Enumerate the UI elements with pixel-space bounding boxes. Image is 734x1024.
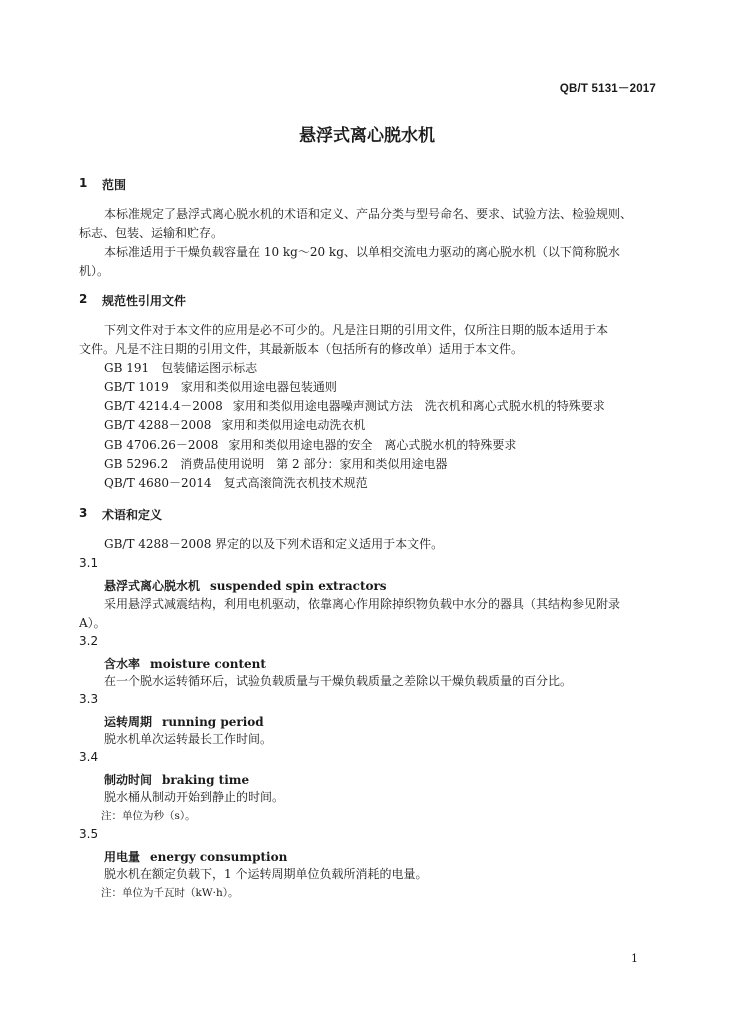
reference-code: QB/T 4680－2014 [104, 476, 212, 490]
document-title: 悬浮式离心脱水机 [299, 126, 435, 146]
section-2-intro-line-1: 下列文件对于本文件的应用是必不可少的。凡是注日期的引用文件，仅所注日期的版本适用于本 [104, 323, 609, 337]
term-heading [104, 769, 249, 788]
term-english: running period [162, 715, 264, 729]
term-heading [104, 711, 264, 730]
term-heading [104, 653, 266, 672]
term-heading [104, 846, 287, 865]
reference-title: 家用和类似用途电动洗衣机 [221, 418, 366, 432]
term-number: 3.5 [79, 827, 99, 841]
reference-title: 家用和类似用途电器包装通则 [180, 380, 337, 394]
reference-title: 家用和类似用途电器噪声测试方法 洗衣机和离心式脱水机的特殊要求 [232, 399, 605, 413]
reference-code: GB 191 [104, 361, 150, 375]
term-chinese: 含水率 [104, 657, 141, 671]
term-chinese: 悬浮式离心脱水机 [104, 579, 201, 593]
reference-item [104, 416, 365, 435]
section-1-title: 范围 [102, 178, 127, 192]
section-1-paragraph-1-line-1: 本标准规定了悬浮式离心脱水机的术语和定义、产品分类与型号命名、要求、试验方法、检验规则、 [104, 207, 633, 221]
page-number: 1 [631, 952, 638, 965]
term-chinese: 运转周期 [104, 715, 153, 729]
reference-code: GB 4706.26－2008 [104, 438, 219, 452]
term-english: braking time [162, 773, 250, 787]
term-note: 注：单位为千瓦时（kW·h）。 [101, 887, 239, 899]
term-english: moisture content [150, 657, 266, 671]
section-1-paragraph-2-line-1: 本标准适用于干燥负载容量在 10 kg～20 kg、以单相交流电力驱动的离心脱水机（以下简称脱水 [104, 245, 620, 259]
term-definition-line-1: 脱水机单次运转最长工作时间。 [104, 732, 273, 746]
term-definition-line-2: A）。 [79, 616, 106, 630]
term-number: 3.2 [79, 634, 99, 648]
section-3-title: 术语和定义 [102, 508, 163, 522]
reference-code: GB/T 4288－2008 [104, 418, 212, 432]
reference-code: GB/T 4214.4－2008 [104, 399, 223, 413]
term-chinese: 用电量 [104, 850, 141, 864]
term-number: 3.3 [79, 692, 99, 706]
term-english: suspended spin extractors [210, 579, 387, 593]
section-2-number: 2 [79, 292, 88, 306]
term-definition-line-1: 脱水桶从制动开始到静止的时间。 [104, 790, 285, 804]
section-3-intro: GB/T 4288－2008 界定的以及下列术语和定义适用于本文件。 [104, 537, 444, 551]
section-1-paragraph-2-line-2: 机）。 [79, 264, 110, 278]
term-definition-line-1: 脱水机在额定负载下，1 个运转周期单位负载所消耗的电量。 [104, 867, 428, 881]
section-3-number: 3 [79, 506, 88, 520]
term-note: 注：单位为秒（s）。 [101, 810, 196, 822]
section-1-number: 1 [79, 176, 88, 190]
reference-item [104, 436, 516, 455]
reference-title: 家用和类似用途电器的安全 离心式脱水机的特殊要求 [228, 438, 517, 452]
term-definition-line-1: 采用悬浮式减震结构，利用电机驱动，依靠离心作用除掉织物负载中水分的器具（其结构参见附录 [104, 597, 621, 611]
reference-item [104, 455, 447, 474]
term-chinese: 制动时间 [104, 773, 153, 787]
term-number: 3.1 [79, 556, 99, 570]
reference-code: GB 5296.2 [104, 457, 169, 471]
reference-item [104, 378, 337, 397]
reference-title: 复式高滚筒洗衣机技术规范 [223, 476, 368, 490]
standard-number: QB/T 5131－2017 [559, 83, 656, 95]
reference-item [104, 359, 257, 378]
reference-title: 包装储运图示标志 [161, 361, 258, 375]
section-2-title: 规范性引用文件 [102, 294, 187, 308]
reference-item [104, 397, 605, 416]
section-1-paragraph-1-line-2: 标志、包装、运输和贮存。 [79, 226, 224, 240]
reference-title: 消费品使用说明 第 2 部分：家用和类似用途电器 [180, 457, 448, 471]
reference-item [104, 474, 368, 493]
section-2-intro-line-2: 文件。凡是不注日期的引用文件，其最新版本（包括所有的修改单）适用于本文件。 [79, 342, 524, 356]
term-number: 3.4 [79, 750, 99, 764]
term-english: energy consumption [150, 850, 288, 864]
term-heading [104, 575, 387, 594]
reference-code: GB/T 1019 [104, 380, 169, 394]
term-definition-line-1: 在一个脱水运转循环后，试验负载质量与干燥负载质量之差除以干燥负载质量的百分比。 [104, 674, 573, 688]
